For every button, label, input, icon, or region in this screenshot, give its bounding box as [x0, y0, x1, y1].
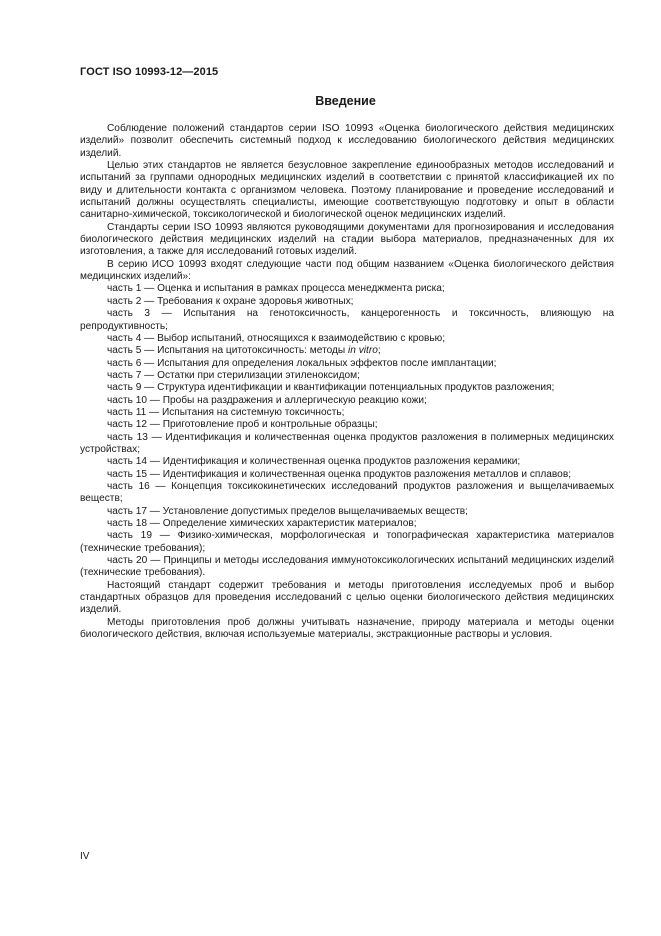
page-number: IV [80, 851, 90, 862]
part-item: часть 12 — Приготовление проб и контрольные образцы; [107, 419, 378, 431]
part-item: часть 1 — Оценка и испытания в рамках процесса менеджмента риска; [107, 283, 445, 295]
part-item: часть 2 — Требования к охране здоровья животных; [107, 295, 354, 307]
part-item: часть 7 — Остатки при стерилизации этиленоксидом; [107, 369, 360, 381]
part-item: часть 5 — Испытания на цитотоксичность: методы in vitro; [107, 345, 381, 357]
part-item: часть 11 — Испытания на системную токсичность; [107, 406, 345, 418]
part-item: часть 10 — Пробы на раздражения и аллергическую реакцию кожи; [107, 394, 427, 406]
part-item: часть 17 — Установление допустимых пределов выщелачиваемых веществ; [107, 505, 468, 517]
paragraph-6: Методы приготовления проб должны учитывать назначение, природу материала и методы оценки биологического действия, включая используемые материалы, экстракционные растворы и условия. [80, 616, 614, 641]
paragraph-4: В серию ИСО 10993 входят следующие части под общим названием «Оценка биологического действия медицинских изделий»: [80, 258, 614, 283]
paragraph-1: Соблюдение положений стандартов серии ISO 10993 «Оценка биологического действия медицинских изделий» позволит обеспечить системный подход к исследованию биологического действия медицинских изделий. [80, 123, 614, 159]
part-item: часть 18 — Определение химических характеристик материалов; [107, 518, 417, 529]
part-item: часть 14 — Идентификация и количественная оценка продуктов разложения керамики; [107, 456, 521, 468]
part-item: часть 9 — Структура идентификации и квантификации потенциальных продуктов разложения; [107, 382, 555, 394]
part-item: часть 16 — Концепция токсикокинетических исследований продуктов разложения и выщелачиваемых веществ; [80, 480, 614, 505]
part-item: часть 3 — Испытания на генотоксичность, канцерогенность и токсичность, влияющую на репродуктивность; [80, 308, 614, 332]
standard-header: ГОСТ ISO 10993-12—2015 [80, 66, 219, 78]
part-item: часть 4 — Выбор испытаний, относящихся к взаимодействию с кровью; [107, 332, 446, 344]
paragraph-2: Целью этих стандартов не является безусловное закрепление единообразных методов исследований и испытаний за группами однородных медицинских изделий в соответствии с принятой классификацией их по виду и длительности контакта с организмом человека. Поэтому планирование и проведение исследований и испытаний должны осуществлять специалисты, имеющие соответствующую подготовку и опыт в области санитарно-химической, токсикологической и биологической оценок медицинских изделий. [80, 160, 614, 221]
part-item: часть 6 — Испытания для определения локальных эффектов после имплантации; [107, 357, 497, 369]
part-item: часть 20 — Принципы и методы исследования иммунотоксикологических испытаний медицинских изделий (технические требования). [80, 555, 614, 579]
paragraph-3: Стандарты серии ISO 10993 являются руководящими документами для прогнозирования и исследования биологического действия медицинских изделий на стадии выбора материалов, предназначенных для их изготовления, а также для исследований готовых изделий. [80, 221, 614, 258]
paragraph-5: Настоящий стандарт содержит требования и методы приготовления исследуемых проб и выбор стандартных образцов для проведения исследований с целью оценки биологического действия медицинских изделий. [80, 579, 614, 616]
part-item: часть 19 — Физико-химическая, морфологическая и топографическая характеристика материалов (технические требования); [80, 530, 614, 554]
document-body [80, 123, 614, 641]
section-title: Введение [315, 94, 376, 108]
part-item: часть 13 — Идентификация и количественная оценка продуктов разложения в полимерных медицинских устройствах; [80, 431, 614, 455]
part-item: часть 15 — Идентификация и количественная оценка продуктов разложения металлов и сплавов; [107, 468, 572, 480]
